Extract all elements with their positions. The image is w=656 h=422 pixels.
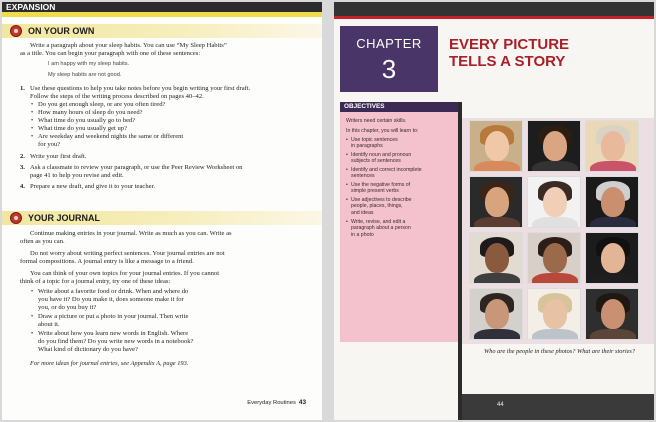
section-header-on-your-own — [2, 24, 322, 38]
step-number: 3. — [20, 164, 25, 171]
page-margin — [340, 342, 458, 420]
section-bullet-icon — [10, 212, 22, 224]
objective-item-continued: people, places, things, — [351, 203, 403, 210]
step-1-line-1: Use these questions to help you take notes before you begin writing your first draft. — [30, 85, 251, 92]
step-4-line-1: Prepare a new draft, and give it to your teacher. — [30, 183, 156, 190]
objective-item-continued: sentences — [351, 173, 375, 180]
objective-item: • Use the negative forms of — [346, 182, 411, 188]
step-number: 1. — [20, 85, 25, 92]
photo-caption: Who are the people in these photos? What are their stories? — [484, 348, 635, 355]
example-sentence-2: My sleep habits are not good. — [48, 72, 122, 78]
journal-idea-continued: you have it? Do you make it, does someone make it for — [38, 296, 184, 303]
top-accent — [334, 16, 654, 19]
step-3-line-2: page 41 to help you revise and edit. — [30, 172, 124, 179]
page-footer — [462, 394, 654, 420]
journal-idea: • Write about how you learn new words in English. Where — [31, 330, 189, 337]
journal-p3-line-1: You can think of your own topics for your journal entries. If you cannot — [30, 270, 220, 277]
portrait-photo — [527, 232, 581, 284]
objective-item-continued: and ideas — [351, 209, 374, 216]
objective-item: • Use topic sentences — [346, 137, 398, 143]
journal-p2-line-2: formal compositions. A journal entry is like a message to a friend. — [20, 258, 194, 265]
journal-idea-continued: What kind of dictionary do you have? — [38, 346, 138, 353]
chapter-title-line-1: EVERY PICTURE — [449, 36, 570, 53]
footer-title: Everyday Routines — [247, 400, 296, 406]
right-page — [334, 2, 654, 420]
step-number: 2. — [20, 153, 25, 160]
objective-item: • Write, revise, and edit a — [346, 219, 406, 225]
step-3-line-1: Ask a classmate to review your paragraph, or use the Peer Review Worksheet on — [30, 164, 243, 171]
objective-item-continued: paragraph about a person — [351, 225, 411, 232]
journal-idea-continued: you, or do you buy it? — [38, 304, 97, 311]
portrait-photo — [469, 288, 523, 340]
portrait-photo — [527, 176, 581, 228]
intro-line-2: as a title. You can begin your paragraph with one of these sentences: — [20, 50, 201, 57]
page-number: 44 — [497, 402, 504, 408]
section-title: YOUR JOURNAL — [28, 213, 101, 223]
section-header-your-journal — [2, 211, 322, 225]
chapter-number: 3 — [381, 54, 397, 84]
journal-idea: • Write about a favorite food or drink. When and where do — [31, 288, 189, 295]
objective-item-continued: in paragraphs — [351, 143, 383, 150]
portrait-photo — [585, 288, 639, 340]
objectives-heading: OBJECTIVES — [340, 102, 458, 112]
chapter-title-line-2: TELLS A STORY — [449, 53, 566, 70]
journal-idea: • Draw a picture or put a photo in your journal. Then write — [31, 313, 189, 320]
intro-line-1: Write a paragraph about your sleep habits. You can use “My Sleep Habits” — [30, 42, 227, 49]
question-item: • How many hours of sleep do you need? — [31, 109, 143, 116]
top-bar — [334, 2, 654, 16]
step-number: 4. — [20, 183, 25, 190]
section-bullet-icon — [10, 25, 22, 37]
section-title: ON YOUR OWN — [28, 26, 95, 36]
objective-item: • Use adjectives to describe — [346, 197, 412, 203]
portrait-photo — [585, 232, 639, 284]
chapter-box — [340, 26, 438, 92]
page-number: 43 — [298, 399, 306, 406]
example-sentence-1: I am happy with my sleep habits. — [48, 61, 130, 67]
journal-p1-line-2: often as you can. — [20, 238, 65, 245]
portrait-photo — [527, 120, 581, 172]
expansion-banner: EXPANSION — [2, 2, 322, 12]
question-item: • What time do you usually go to bed? — [31, 117, 136, 124]
portrait-photo — [469, 120, 523, 172]
question-item: • Are weekday and weekend nights the same or different — [31, 133, 184, 140]
portrait-photo — [469, 232, 523, 284]
objective-item-continued: subjects of sentences — [351, 158, 401, 165]
objectives-intro-2: In this chapter, you will learn to: — [346, 128, 419, 134]
objective-item-continued: in a photo — [351, 231, 374, 238]
question-item-continued: for you? — [38, 141, 61, 148]
objective-item: • Identify and correct incomplete — [346, 167, 422, 173]
question-item: • Do you get enough sleep, or are you often tired? — [31, 101, 166, 108]
journal-p3-line-2: think of a topic for a journal entry, try one of these ideas: — [20, 278, 171, 285]
question-item: • What time do you usually get up? — [31, 125, 127, 132]
step-1-line-2: Follow the steps of the writing process described on pages 40–42. — [30, 93, 204, 100]
step-2-line-1: Write your first draft. — [30, 153, 87, 160]
portrait-photo — [585, 120, 639, 172]
page-footer — [247, 399, 306, 406]
objective-item: • Identify noun and pronoun — [346, 152, 412, 158]
banner-accent — [2, 12, 322, 17]
chapter-label: CHAPTER — [356, 36, 422, 51]
journal-idea-continued: do you find them? Do you write new words in a notebook? — [38, 338, 194, 345]
journal-p1-line-1: Continue making entries in your journal. Write as much as you can. Write as — [30, 230, 232, 237]
portrait-photo — [585, 176, 639, 228]
more-ideas-note: For more ideas for journal entries, see Appendix A, page 193. — [30, 360, 189, 367]
objectives-intro-1: Writers need certain skills. — [346, 118, 407, 124]
journal-idea-continued: about it. — [38, 321, 60, 328]
objective-item-continued: simple present verbs — [351, 188, 399, 195]
chapter-title — [449, 36, 649, 70]
portrait-photo — [469, 176, 523, 228]
portrait-photo — [527, 288, 581, 340]
left-page — [2, 2, 322, 420]
journal-p2-line-1: Do not worry about writing perfect sentences. Your journal entries are not — [30, 250, 225, 257]
